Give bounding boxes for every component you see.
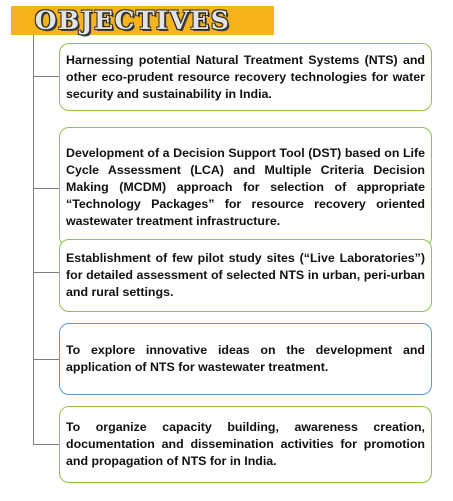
- connector-line: [33, 272, 59, 273]
- connector-spine: [33, 35, 34, 445]
- objective-text: To organize capacity building, awareness creation, documentation and dissemination activities for promotion and propagation of NTS for in India.: [66, 420, 425, 468]
- objective-box-4: [59, 323, 432, 395]
- connector-line: [33, 76, 59, 77]
- connector-line: [33, 444, 59, 445]
- title-banner: [11, 6, 274, 35]
- objective-box-2: [59, 127, 432, 247]
- connector-line: [33, 359, 59, 360]
- objective-text: Establishment of few pilot study sites (“Live Laboratories”) for detailed assessment of selected NTS in urban, peri-urban and rural settings.: [66, 251, 425, 299]
- objective-box-3: [59, 239, 432, 312]
- title-text: OBJECTIVES: [34, 6, 231, 35]
- objective-box-5: [59, 406, 432, 483]
- connector-line: [33, 188, 59, 189]
- objective-text: Development of a Decision Support Tool (DST) based on Life Cycle Assessment (LCA) and Multiple Criteria Decision Making (MCDM) approach for selection of appropriate “Technology Packages” for resource recovery oriented wastewater treatment infrastructure.: [66, 145, 425, 228]
- objective-box-1: [59, 43, 432, 111]
- objective-text: Harnessing potential Natural Treatment Systems (NTS) and other eco-prudent resource recovery technologies for water security and sustainability in India.: [66, 52, 425, 101]
- objective-text: To explore innovative ideas on the development and application of NTS for wastewater treatment.: [66, 343, 425, 374]
